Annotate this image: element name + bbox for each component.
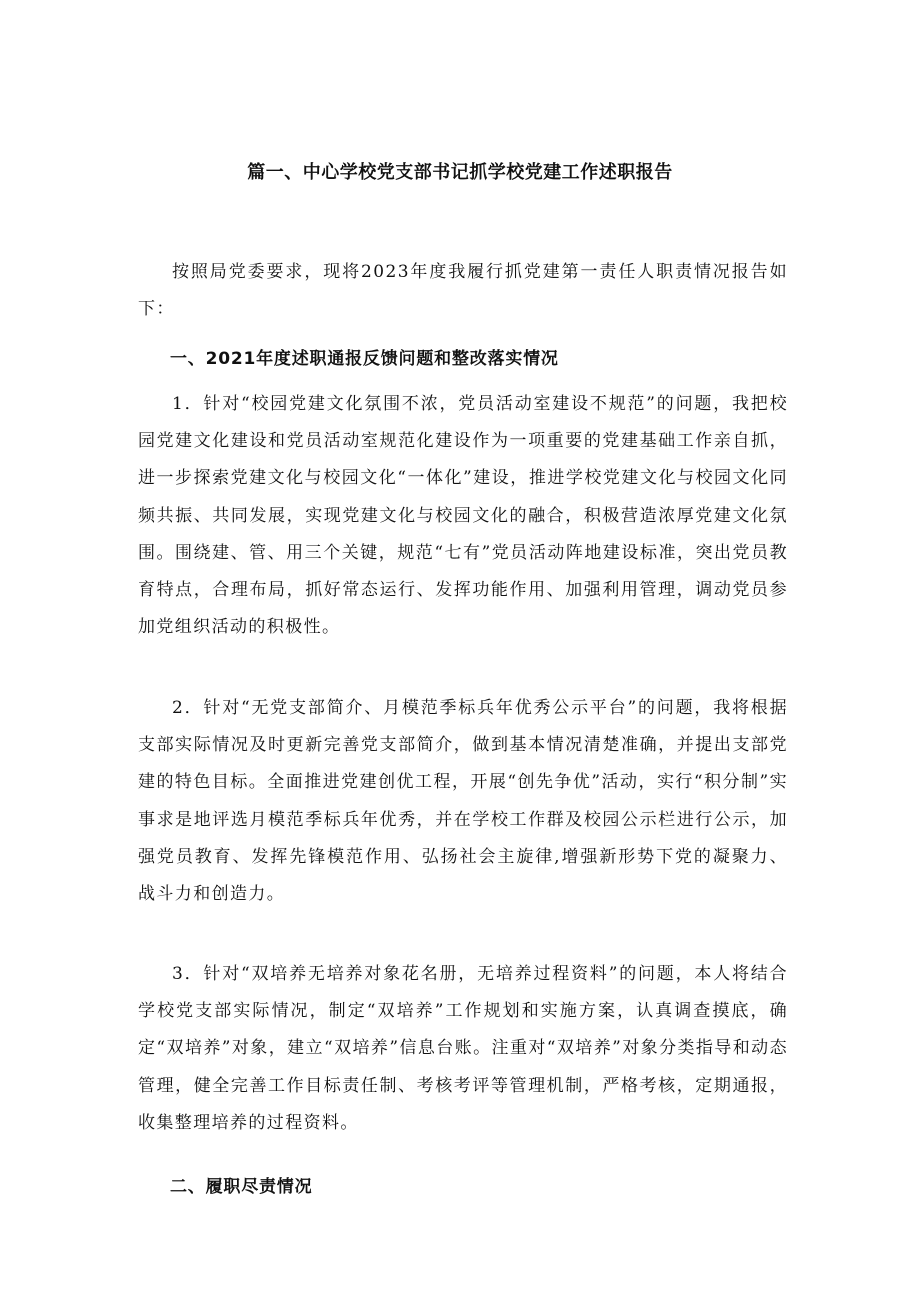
section-1-paragraph-3: 3．针对“双培养无培养对象花名册，无培养过程资料”的问题，本人将结合学校党支部实际情况，制定“双培养”工作规划和实施方案，认真调查摸底，确定“双培养”对象，建立“双培养”信息台账。注重对“双培养”对象分类指导和动态管理，健全完善工作目标责任制、考核考评等管理机制，严格考核，定期通报，收集整理培养的过程资料。 [138,964,788,1133]
section-2-heading: 二、履职尽责情况 [170,1177,313,1197]
intro-paragraph: 按照局党委要求，现将2023年度我履行抓党建第一责任人职责情况报告如下： [138,262,788,320]
section-1-paragraph-2: 2．针对“无党支部简介、月模范季标兵年优秀公示平台”的问题，我将根据支部实际情况及时更新完善党支部简介，做到基本情况清楚准确，并提出支部党建的特色目标。全面推进党建创优工程，开展“创先争优”活动，实行“积分制”实事求是地评选月模范季标兵年优秀，并在学校工作群及校园公示栏进行公示，加强党员教育、发挥先锋模范作用、弘扬社会主旋律,增强新形势下党的凝聚力、战斗力和创造力。 [138,698,788,905]
document-title: 篇一、中心学校党支部书记抓学校党建工作述职报告 [247,162,673,183]
section-1-heading: 一、2021年度述职通报反馈问题和整改落实情况 [170,349,559,369]
section-1-paragraph-1: 1．针对“校园党建文化氛围不浓，党员活动室建设不规范”的问题，我把校园党建文化建设和党员活动室规范化建设作为一项重要的党建基础工作亲自抓，进一步探索党建文化与校园文化“一体化”建设，推进学校党建文化与校园文化同频共振、共同发展，实现党建文化与校园文化的融合，积极营造浓厚党建文化氛围。围绕建、管、用三个关键，规范“七有”党员活动阵地建设标准，突出党员教育特点，合理布局，抓好常态运行、发挥功能作用、加强利用管理，调动党员参加党组织活动的积极性。 [138,394,788,638]
